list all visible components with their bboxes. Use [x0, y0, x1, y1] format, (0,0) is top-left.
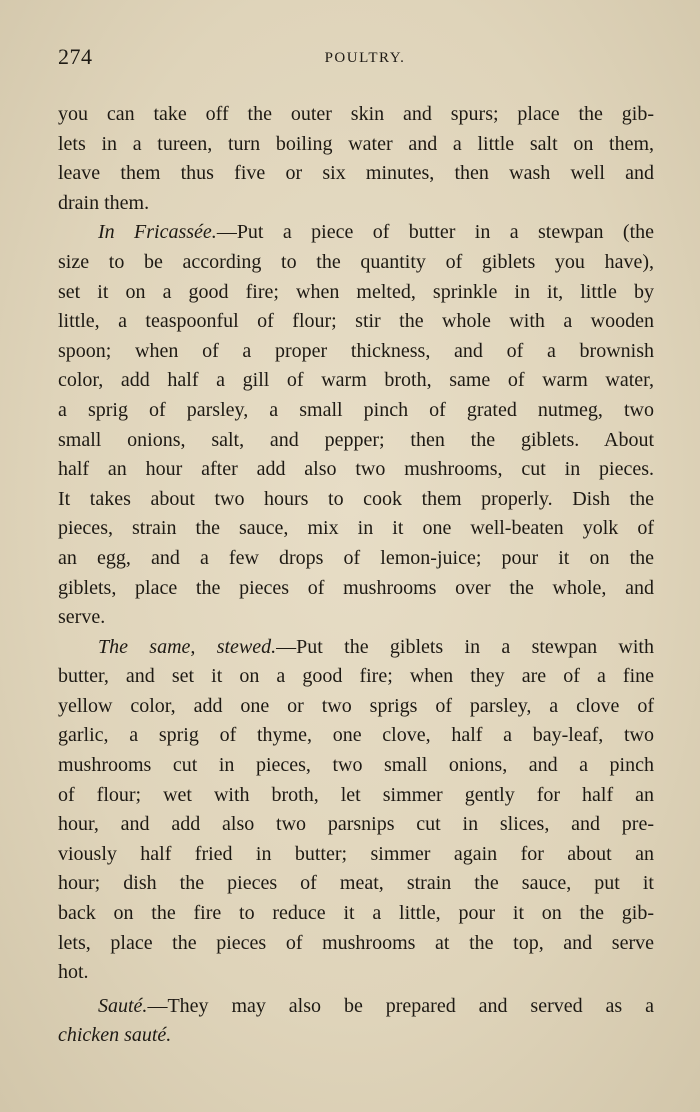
page-number: 274 [58, 44, 93, 69]
text-line [58, 1021, 654, 1051]
text-line: mushrooms cut in pieces, two small onions, and a pinch [58, 754, 654, 777]
text-line: spoon; when of a proper thickness, and of a brownish [58, 339, 654, 362]
text-line: small onions, salt, and pepper; then the giblets. About [58, 428, 654, 451]
text-run: —Put a piece of butter in a stewpan (the [216, 221, 655, 244]
text-line: It takes about two hours to cook them properly. Dish the [58, 487, 654, 510]
text-line: pieces, strain the sauce, mix in it one well-beaten yolk of [58, 517, 654, 540]
text-line [58, 218, 654, 248]
text-run: —They may also be prepared and served as a [147, 994, 654, 1017]
page-header [58, 44, 658, 78]
text-line: serve. [58, 606, 106, 629]
text-line: yellow color, add one or two sprigs of parsley, a clove of [58, 694, 654, 717]
text-run: —Put the giblets in a stewpan with [276, 635, 654, 658]
section-heading: Sauté. [98, 994, 148, 1017]
section-heading: In Fricassée. [98, 221, 217, 244]
text-line: half an hour after add also two mushrooms, cut in pieces. [58, 458, 654, 481]
text-line: hour, and add also two parsnips cut in slices, and pre- [58, 813, 654, 836]
text-line: of flour; wet with broth, let simmer gently for half an [58, 783, 654, 806]
text-line: size to be according to the quantity of giblets you have), [58, 250, 654, 273]
text-line: hot. [58, 961, 89, 984]
text-line: butter, and set it on a good fire; when they are of a fine [58, 665, 654, 688]
running-head: POULTRY. [324, 50, 406, 66]
text-line: viously half fried in butter; simmer again for about an [58, 842, 654, 865]
text-line: drain them. [58, 191, 150, 214]
text-line: back on the fire to reduce it a little, pour it on the gib- [58, 902, 654, 925]
body-text [58, 100, 654, 1051]
italic-phrase: chicken sauté. [58, 1024, 172, 1047]
text-line: leave them thus five or six minutes, then wash well and [58, 162, 654, 185]
text-line: little, a teaspoonful of flour; stir the whole with a wooden [58, 310, 654, 333]
section-heading: The same, stewed. [98, 635, 277, 658]
text-line: set it on a good fire; when melted, sprinkle in it, little by [58, 280, 654, 303]
text-line: color, add half a gill of warm broth, same of warm water, [58, 369, 654, 392]
text-line: a sprig of parsley, a small pinch of grated nutmeg, two [58, 398, 654, 421]
text-line: an egg, and a few drops of lemon-juice; pour it on the [58, 546, 654, 569]
text-line: you can take off the outer skin and spurs; place the gib- [58, 103, 654, 125]
text-line: lets, place the pieces of mushrooms at the top, and serve [58, 931, 654, 954]
text-line: garlic, a sprig of thyme, one clove, half a bay-leaf, two [58, 724, 654, 747]
text-line: giblets, place the pieces of mushrooms over the whole, and [58, 576, 654, 599]
text-line [58, 992, 654, 1022]
text-line: hour; dish the pieces of meat, strain the sauce, put it [58, 872, 654, 895]
text-line: lets in a tureen, turn boiling water and a little salt on them, [58, 132, 654, 155]
text-line [58, 633, 654, 663]
